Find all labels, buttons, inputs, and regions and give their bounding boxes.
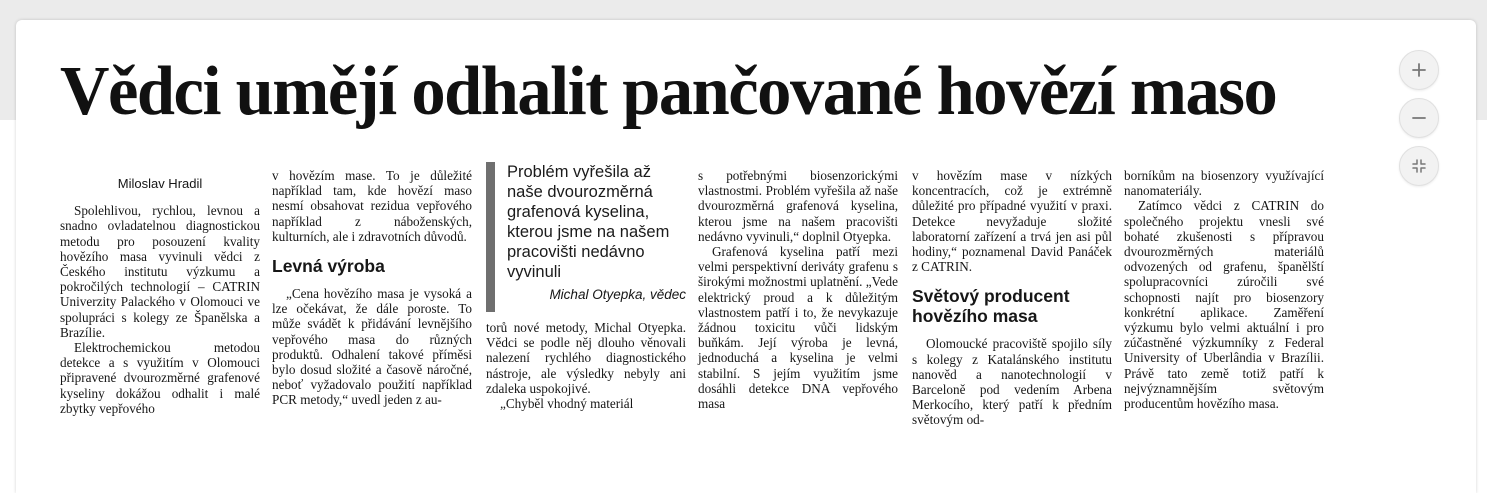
paragraph: Olomoucké pracoviště spojilo síly s kolegy z Katalánského institutu nanověd a nanotechnologií v Barceloně pod vedením Arbena Merkocího, který patří k předním světovým od- (912, 336, 1112, 428)
zoom-out-button[interactable] (1399, 98, 1439, 138)
paragraph: „Cena hovězího masa je vysoká a lze očekávat, že dále poroste. To může svádět k přidávání levnějšího vepřového masa do různých produktů. Odhalení takové příměsi bylo dosud složité a časově náročné, neboť vyžadovalo použití například PCR metody,“ uvedl jeden z au- (272, 286, 472, 408)
article-column-1 (60, 176, 260, 416)
plus-icon (1412, 63, 1426, 77)
paragraph: v hovězím mase v nízkých koncentracích, což je extrémně důležité pro případné využití v praxi. Detekce nevyžaduje složité laboratorní zařízení a trvá jen asi půl hodiny,“ poznamenal David Panáček z CATRIN. (912, 168, 1112, 275)
pull-quote-text: Problém vyřešila až naše dvourozměrná grafenová kyselina, kterou jsme na našem pracovišti nedávno vyvinuli (507, 163, 670, 281)
paragraph: Spolehlivou, rychlou, levnou a snadno ovladatelnou diagnostickou metodu pro posouzení kvality hovězího masa vyvinuli vědci z Českého institutu výzkumu a pokročilých technologií – CATRIN Univerzity Palackého v Olomouci ve spolupráci s kolegy ze Španělska a Brazílie. (60, 203, 260, 340)
pull-quote (486, 162, 686, 312)
article-column-4 (698, 168, 898, 411)
paragraph: Elektrochemickou metodou detekce a s využitím v Olomouci připravené dvourozměrné grafenové kyseliny dokážou odhalit i malé zbytky vepřového (60, 340, 260, 416)
newspaper-clipping (60, 50, 1350, 450)
article-column-6 (1124, 168, 1324, 411)
collapse-view-button[interactable] (1399, 146, 1439, 186)
minus-icon (1412, 111, 1426, 125)
paragraph: torů nové metody, Michal Otyepka. Vědci se podle něj dlouho věnovali nalezení rychlého diagnostického nástroje, ale výsledky nebyly ani zdaleka uspokojivé. (486, 320, 686, 396)
paragraph: Zatímco vědci z CATRIN do společného projektu vnesli své bohaté zkušenosti s přípravou dvourozměrných materiálů odvozených od grafenu, španělští spolupracovníci zúročili své schopnosti najít pro biosenzory konkrétní aplikace. Zaměření výzkumu bylo velmi aktuální i pro zúčastněné výzkumníky z Federal University of Uberlândia v Brazílii. Právě tato země totiž patří k nejvýznamnějším světovým producentům hovězího masa. (1124, 198, 1324, 412)
paragraph: s potřebnými biosenzorickými vlastnostmi. Problém vyřešila až naše dvourozměrná grafenová kyselina, kterou jsme na našem pracovišti nedávno vyvinuli,“ doplnil Otyepka. (698, 168, 898, 244)
article-headline: Vědci umějí odhalit pančované hovězí maso (60, 53, 1277, 130)
paragraph: borníkům na biosenzory využívající nanomateriály. (1124, 168, 1324, 199)
article-column-2 (272, 168, 472, 408)
pull-quote-author: Michal Otyepka, vědec (549, 287, 686, 302)
paragraph: „Chyběl vhodný materiál (500, 396, 634, 412)
paragraph: v hovězím mase. To je důležité například tam, kde hovězí maso nesmí obsahovat rezidua vepřového například z náboženských, kulturních, ale i zdravotních důvodů. (272, 168, 472, 244)
image-viewer (16, 20, 1476, 493)
article-byline: Miloslav Hradil (117, 176, 203, 191)
article-column-3 (486, 320, 686, 411)
article-column-5 (912, 168, 1112, 428)
subheading-svetovy-producent: Světový producent hovězího masa (912, 286, 1070, 327)
zoom-in-button[interactable] (1399, 50, 1439, 90)
paragraph: Grafenová kyselina patří mezi velmi perspektivní deriváty grafenu s širokými možnostmi uplatnění. „Vede elektrický proud a k důležitým vlastnostem patří i to, že nevykazuje žádnou toxicitu vůči lidským buňkám. Její výroba je levná, jednoduchá a kyselina je velmi stabilní. S jejím využitím jsme dosáhli detekce DNA vepřového masa (698, 244, 898, 412)
collapse-icon (1412, 159, 1426, 173)
subheading-levna-vyroba: Levná výroba (272, 256, 385, 277)
